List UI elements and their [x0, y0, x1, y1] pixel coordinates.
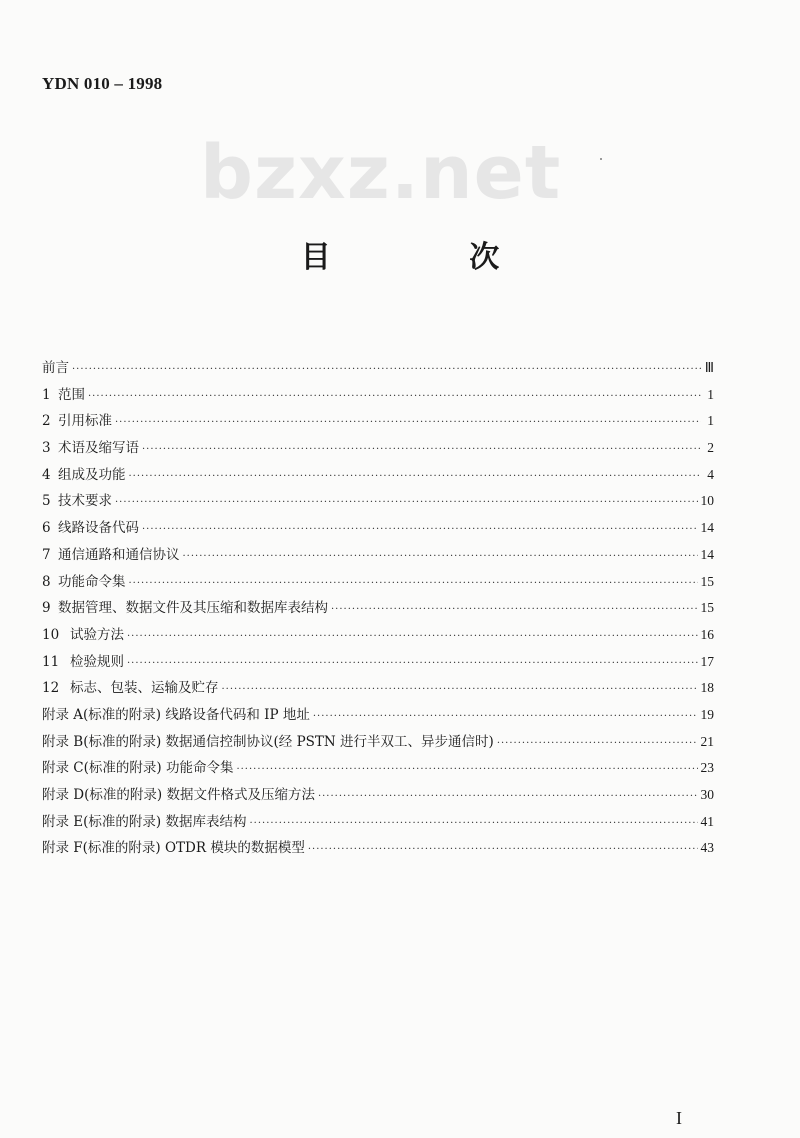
toc-entry-title: 数据管理、数据文件及其压缩和数据库表结构 — [58, 600, 328, 617]
toc-entry-number: 5 — [42, 493, 51, 510]
toc-leader-dots — [72, 364, 701, 375]
toc-entry-page: 1 — [707, 413, 714, 429]
toc-entry-page: 18 — [700, 680, 714, 696]
toc-entry-page: 2 — [707, 440, 714, 456]
toc-leader-dots — [129, 471, 702, 482]
toc-entry[interactable] — [42, 596, 714, 623]
toc-entry[interactable] — [42, 836, 714, 863]
toc-entry-title: 附录 B(标准的附录) 数据通信控制协议(经 PSTN 进行半双工、异步通信时) — [42, 733, 494, 750]
toc-entry[interactable] — [42, 463, 714, 490]
toc-leader-dots — [331, 604, 698, 615]
toc-entry[interactable] — [42, 783, 714, 810]
toc-entry-page: 30 — [700, 787, 714, 802]
toc-entry-title: 附录 E(标准的附录) 数据库表结构 — [42, 813, 247, 830]
toc-entry-title: 引用标准 — [58, 413, 112, 430]
page-folio: I — [676, 1108, 682, 1128]
toc-leader-dots — [88, 391, 701, 402]
toc-entry-title: 检验规则 — [70, 653, 124, 670]
toc-entry[interactable] — [42, 489, 714, 516]
toc-entry-title: 附录 D(标准的附录) 数据文件格式及压缩方法 — [42, 787, 315, 803]
toc-entry[interactable] — [42, 623, 714, 650]
table-of-contents — [42, 356, 714, 863]
toc-entry-title: 通信通路和通信协议 — [58, 546, 180, 563]
toc-entry-page: 21 — [700, 733, 714, 749]
toc-entry-page: 14 — [700, 520, 714, 536]
toc-entry-title: 范围 — [58, 386, 85, 403]
toc-entry-number: 6 — [42, 520, 51, 537]
standard-number: YDN 010 – 1998 — [42, 74, 163, 93]
toc-entry[interactable] — [42, 543, 714, 570]
toc-entry[interactable] — [42, 650, 714, 677]
toc-entry-page: 4 — [707, 466, 714, 482]
toc-entry[interactable] — [42, 409, 714, 436]
toc-leader-dots — [183, 551, 698, 562]
toc-entry-title: 附录 A(标准的附录) 线路设备代码和 IP 地址 — [42, 706, 310, 723]
toc-entry-page: 15 — [700, 600, 714, 616]
toc-entry-page: 23 — [700, 760, 714, 776]
toc-entry-title: 组成及功能 — [58, 466, 126, 483]
toc-entry[interactable] — [42, 730, 714, 757]
toc-entry[interactable] — [42, 676, 714, 703]
toc-leader-dots — [313, 711, 698, 722]
toc-entry-number: 7 — [42, 546, 51, 563]
toc-entry-title: 前言 — [42, 360, 69, 376]
toc-entry-page: 16 — [700, 626, 714, 642]
toc-entry-title: 试验方法 — [70, 626, 124, 643]
toc-entry-page: Ⅲ — [704, 360, 714, 375]
toc-leader-dots — [115, 497, 698, 508]
toc-entry[interactable] — [42, 810, 714, 837]
toc-entry-number: 1 — [42, 386, 51, 403]
toc-leader-dots — [115, 417, 701, 428]
toc-entry-page: 10 — [700, 493, 714, 509]
toc-entry-number: 9 — [42, 600, 51, 617]
toc-entry[interactable] — [42, 436, 714, 463]
toc-leader-dots — [318, 791, 698, 802]
toc-entry-title: 标志、包装、运输及贮存 — [70, 680, 219, 697]
toc-entry-page: 17 — [700, 653, 714, 669]
toc-leader-dots — [249, 818, 697, 829]
toc-leader-dots — [127, 658, 698, 669]
toc-entry-number: 11 — [42, 653, 60, 670]
toc-entry-title: 附录 F(标准的附录) OTDR 模块的数据模型 — [42, 840, 305, 857]
toc-entry-title: 附录 C(标准的附录) 功能命令集 — [42, 760, 234, 777]
scan-speck — [600, 158, 602, 160]
watermark-text: bzxz.net — [200, 130, 562, 216]
toc-entry-page: 41 — [700, 813, 714, 829]
toc-leader-dots — [142, 524, 698, 535]
toc-leader-dots — [236, 764, 697, 775]
toc-entry-number: 2 — [42, 413, 51, 430]
toc-entry-number: 8 — [42, 573, 51, 590]
toc-entry[interactable] — [42, 570, 714, 597]
toc-entry[interactable] — [42, 703, 714, 730]
toc-leader-dots — [129, 578, 698, 589]
toc-entry[interactable] — [42, 356, 714, 383]
toc-leader-dots — [222, 684, 698, 695]
toc-leader-dots — [308, 844, 698, 855]
toc-entry-title: 技术要求 — [58, 493, 112, 510]
toc-entry-page: 15 — [700, 573, 714, 589]
toc-entry-page: 19 — [700, 706, 714, 722]
toc-entry[interactable] — [42, 756, 714, 783]
toc-leader-dots — [127, 631, 698, 642]
toc-leader-dots — [497, 738, 698, 749]
toc-entry-title: 线路设备代码 — [58, 520, 139, 537]
toc-entry-title: 功能命令集 — [58, 573, 126, 590]
toc-entry-page: 14 — [700, 546, 714, 562]
toc-entry-page: 1 — [707, 386, 714, 402]
toc-entry[interactable] — [42, 383, 714, 410]
toc-leader-dots — [142, 444, 701, 455]
toc-title: 目 次 — [300, 240, 564, 275]
toc-entry-number: 3 — [42, 440, 51, 457]
toc-entry-page: 43 — [700, 840, 714, 856]
toc-entry-number: 12 — [42, 680, 60, 697]
toc-entry[interactable] — [42, 516, 714, 543]
toc-entry-number: 4 — [42, 466, 51, 483]
toc-entry-title: 术语及缩写语 — [58, 440, 139, 457]
toc-entry-number: 10 — [42, 626, 60, 643]
